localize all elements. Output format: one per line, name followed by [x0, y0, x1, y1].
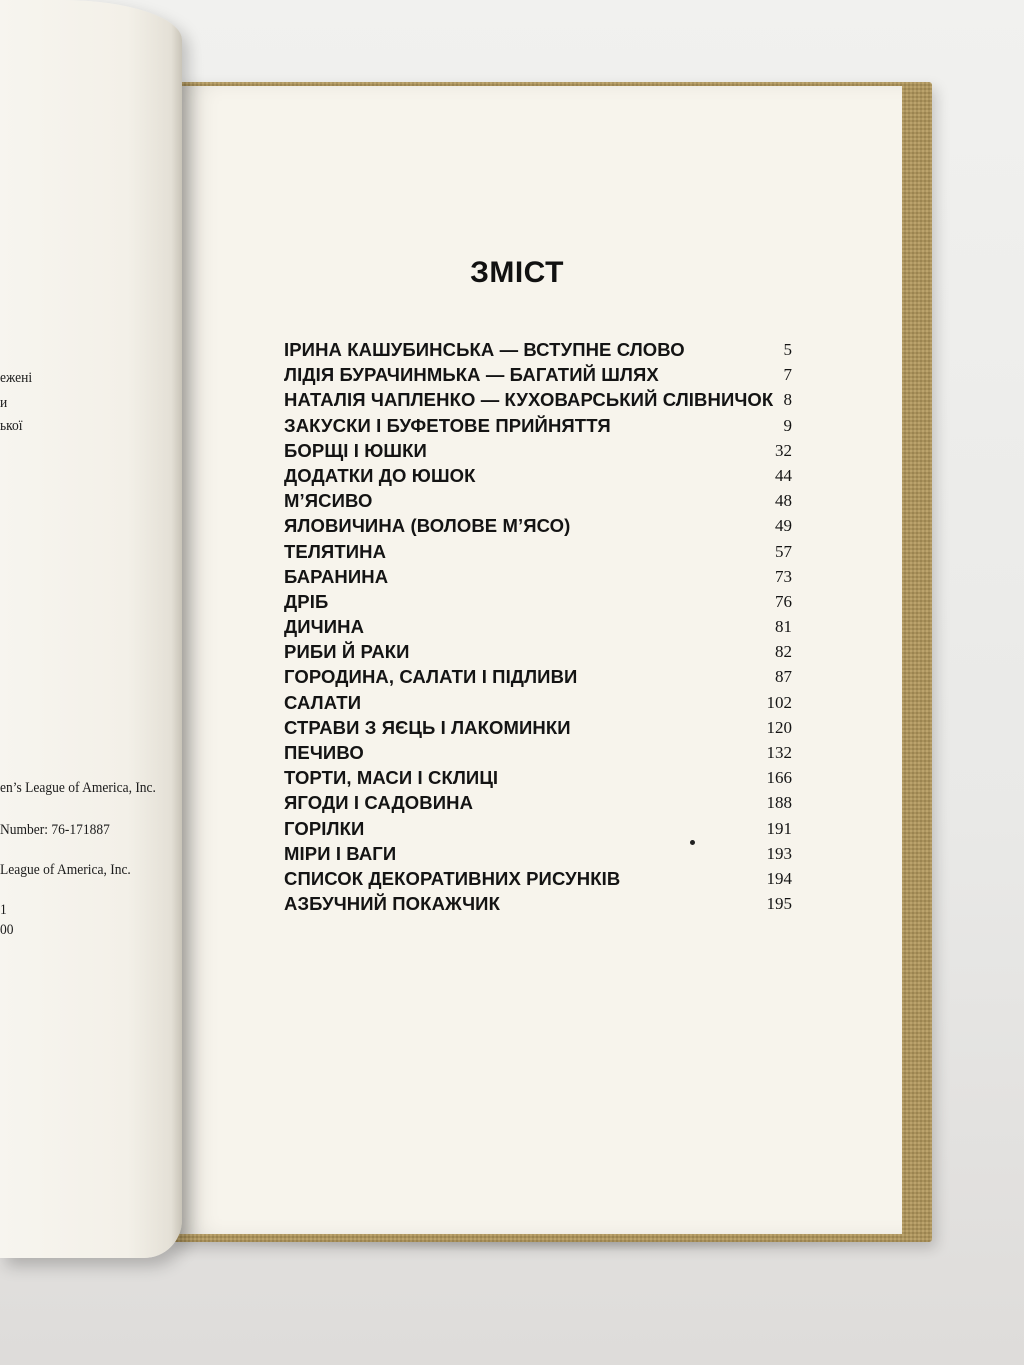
toc-entry-title: ДОДАТКИ ДО ЮШОК [284, 464, 476, 486]
toc-entry [284, 387, 792, 412]
show-through-text [300, 210, 900, 238]
toc-title: ЗМІСТ [470, 256, 564, 289]
toc-entry [284, 513, 792, 538]
left-page-line: Number: 76-171887 [0, 822, 110, 838]
toc-entry-title: САЛАТИ [284, 691, 362, 713]
toc-entry-title: НАТАЛІЯ ЧАПЛЕНКО — КУХОВАРСЬКИЙ СЛІВНИЧОК [284, 389, 774, 411]
toc-entry [284, 740, 792, 765]
toc-entry-page: 32 [775, 440, 792, 460]
toc-entry-title: ІРИНА КАШУБИНСЬКА — ВСТУПНЕ СЛОВО [284, 339, 685, 360]
toc-entry-title: ГОРІЛКИ [284, 817, 365, 839]
toc-entry [284, 337, 792, 362]
toc-entry-title: М’ЯСИВО [284, 490, 373, 512]
toc-entry-title: БАРАНИНА [284, 565, 389, 587]
toc-entry-title: ДРІБ [284, 590, 329, 612]
left-page-line: en’s League of America, Inc. [0, 780, 156, 796]
toc-entry [284, 639, 792, 664]
toc-entry-title: ТОРТИ, МАСИ І СКЛИЦІ [284, 767, 499, 789]
toc-entry-page: 44 [775, 465, 792, 485]
toc-entry-page: 5 [783, 340, 792, 359]
toc-entry-page: 132 [766, 743, 792, 762]
toc-entry [284, 765, 792, 790]
toc-entry-title: МІРИ І ВАГИ [284, 842, 397, 864]
toc-entry-page: 48 [775, 491, 792, 511]
toc-entry-title: СПИСОК ДЕКОРАТИВНИХ РИСУНКІВ [284, 867, 621, 889]
ink-dot [690, 840, 695, 845]
toc-entry-title: ТЕЛЯТИНА [284, 540, 387, 562]
toc-entry-title: ПЕЧИВО [284, 742, 364, 763]
toc-entry-page: 57 [775, 541, 792, 561]
toc-entry-page: 120 [766, 717, 792, 737]
toc-entry [284, 690, 792, 715]
toc-entry-page: 193 [766, 843, 792, 863]
toc-entry-page: 81 [775, 617, 792, 637]
toc-entry [284, 841, 792, 866]
toc-entry-page: 76 [775, 591, 792, 611]
left-page-line: 1 [0, 902, 7, 918]
toc-entry [284, 866, 792, 891]
toc-entry-page: 49 [775, 516, 792, 536]
toc-entry [284, 463, 792, 488]
toc-entry-title: ДИЧИНА [284, 616, 365, 638]
toc-entry [284, 790, 792, 815]
toc-entry-title: ЗАКУСКИ І БУФЕТОВЕ ПРИЙНЯТТЯ [284, 414, 611, 436]
toc-entry-page: 191 [766, 818, 792, 838]
toc-entry-title: ЛІДІЯ БУРАЧИНМЬКА — БАГАТИЙ ШЛЯХ [284, 364, 659, 386]
table-of-contents [284, 337, 792, 916]
toc-entry [284, 413, 792, 438]
toc-entry-page: 166 [766, 768, 792, 788]
toc-entry-title: БОРЩІ І ЮШКИ [284, 439, 427, 461]
toc-entry [284, 438, 792, 463]
toc-entry-page: 9 [783, 415, 792, 435]
toc-entry-title: СТРАВИ З ЯЄЦЬ І ЛАКОМИНКИ [284, 716, 571, 738]
toc-entry [284, 589, 792, 614]
toc-entry [284, 664, 792, 689]
toc-entry [284, 614, 792, 639]
toc-entry [284, 816, 792, 841]
toc-entry-title: РИБИ Й РАКИ [284, 641, 410, 663]
toc-entry-title: АЗБУЧНИЙ ПОКАЖЧИК [284, 893, 500, 915]
toc-entry-page: 188 [766, 793, 792, 813]
left-page-line: ької [0, 418, 23, 434]
toc-entry-page: 87 [775, 667, 792, 687]
toc-entry [284, 362, 792, 387]
toc-entry-title: ЯЛОВИЧИНА (ВОЛОВЕ М’ЯСО) [284, 515, 571, 537]
toc-entry [284, 539, 792, 564]
toc-entry-page: 7 [783, 365, 792, 385]
toc-entry-page: 102 [766, 692, 792, 712]
toc-entry [284, 891, 792, 916]
toc-entry-title: ГОРОДИНА, САЛАТИ І ПІДЛИВИ [284, 666, 578, 688]
left-page [0, 0, 182, 1258]
left-page-line: и [0, 395, 8, 411]
toc-entry [284, 488, 792, 513]
left-page-line: League of America, Inc. [0, 862, 131, 878]
toc-entry-page: 82 [775, 642, 792, 662]
toc-entry [284, 715, 792, 740]
toc-entry-page: 8 [783, 390, 792, 410]
toc-entry-page: 73 [775, 566, 792, 586]
toc-entry-page: 194 [766, 868, 792, 888]
toc-entry [284, 564, 792, 589]
toc-entry-page: 195 [766, 894, 792, 914]
toc-entry-title: ЯГОДИ І САДОВИНА [284, 792, 474, 814]
left-page-line: 00 [0, 922, 14, 938]
left-page-line: ежені [0, 370, 33, 386]
